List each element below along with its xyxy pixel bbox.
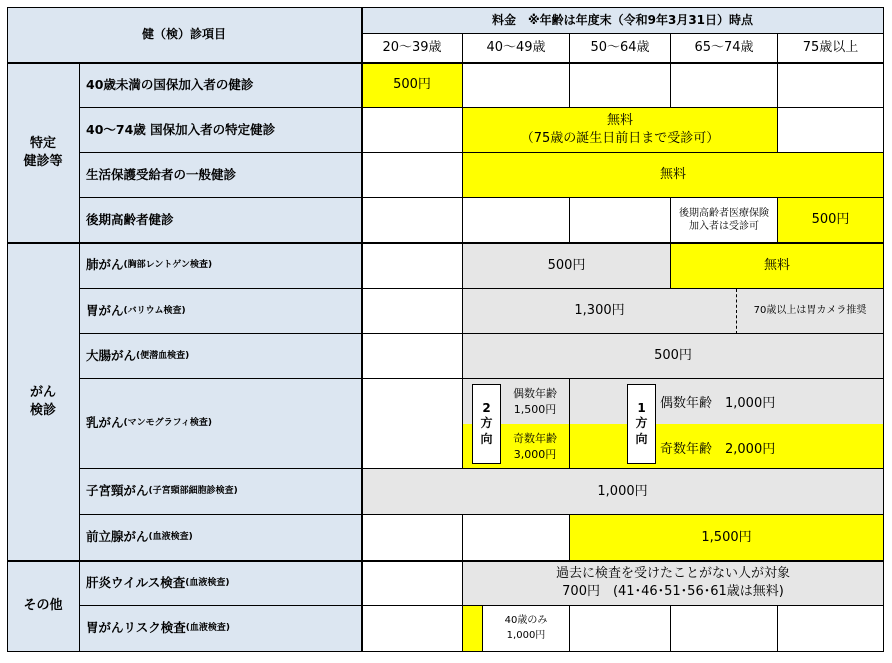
stomach-cancer-sub: (バリウム検査) [123, 305, 186, 316]
fee-r1-40-49 [463, 63, 570, 108]
header-age-50-64: 50～64歳 [570, 34, 671, 63]
fee-r4-40-49 [463, 198, 570, 243]
fee-r5-20-39 [362, 243, 463, 289]
fee-r4-65-74-note: 後期高齢者医療保険 加入者は受診可 [671, 198, 778, 243]
group-tokutei: 特定 健診等 [7, 63, 80, 243]
fee-r8-even-2 [503, 384, 567, 420]
fee-r8-odd-1: 奇数年齢 2,000円 [660, 442, 776, 457]
row-label-prostate-cancer [80, 515, 362, 561]
fee-r2-40-74 [463, 108, 778, 153]
one-direction-num: 1 [637, 400, 646, 415]
row-label-cervical-cancer [80, 469, 362, 515]
fee-r11-line1: 過去に検査を受けたことがない人が対象 [555, 566, 790, 582]
row-label-breast-cancer [80, 379, 362, 469]
header-fee-title: 料金 ※年齢は年度末（令和9年3月31日）時点 [362, 7, 884, 34]
fee-r12-40-mark [463, 606, 483, 652]
group-sonota: その他 [7, 561, 80, 652]
header-age-75-plus: 75歳以上 [778, 34, 884, 63]
fee-r6-40-74: 1,300円 [463, 289, 737, 334]
fee-r8-even-1: 偶数年齢 1,000円 [660, 396, 776, 411]
fee-r2-line1: 無料 [606, 113, 633, 129]
cervical-cancer-label: 子宮頸がん [86, 483, 149, 499]
fee-r1-20-39: 500円 [362, 63, 463, 108]
header-age-65-74: 65～74歳 [671, 34, 778, 63]
fee-r11-20-39 [362, 561, 463, 606]
hepatitis-label: 肝炎ウイルス検査 [86, 574, 186, 590]
fee-r12-note-line2: 1,000円 [506, 629, 546, 641]
fee-r6-20-39 [362, 289, 463, 334]
fee-r12-note-line1: 40歳のみ [504, 615, 548, 626]
row-label-lung-cancer [80, 243, 362, 289]
header-age-40-49: 40～49歳 [463, 34, 570, 63]
row-label-stomach-cancer [80, 289, 362, 334]
fee-r5-65-plus: 無料 [671, 243, 884, 289]
fee-r12-20-39 [362, 606, 463, 652]
group-gan: がん 検診 [7, 243, 80, 561]
row-label-kouki-koureisha: 後期高齢者健診 [80, 198, 362, 243]
breast-cancer-label: 乳がん [86, 415, 124, 431]
stomach-risk-label: 胃がんリスク検査 [86, 620, 186, 636]
fee-r10-40-49 [463, 515, 570, 561]
even-label-2: 偶数年齢 [513, 386, 557, 400]
odd-label-2: 奇数年齢 [513, 431, 557, 445]
fee-r2-20-39 [362, 108, 463, 153]
header-item-column: 健（検）診項目 [7, 7, 362, 63]
stomach-cancer-label: 胃がん [86, 302, 124, 318]
lung-cancer-label: 肺がん [86, 257, 124, 273]
colon-cancer-sub: (便潜血検査) [136, 350, 190, 361]
colon-cancer-label: 大腸がん [86, 347, 137, 363]
header-age-20-39: 20～39歳 [362, 34, 463, 63]
separator-label-column [361, 7, 363, 652]
two-direction-a: 方 [480, 416, 493, 431]
one-direction-b: 向 [635, 431, 648, 446]
fee-r8-20-39 [362, 379, 463, 469]
row-label-hepatitis [80, 561, 362, 606]
row-label-colon-cancer [80, 334, 362, 379]
fee-r7-20-39 [362, 334, 463, 379]
row-label-stomach-risk [80, 606, 362, 652]
prostate-cancer-sub: (血液検査) [148, 532, 193, 543]
row-label-kenshin-under40: 40歳未満の国保加入者の健診 [80, 63, 362, 108]
fee-r7-40-plus: 500円 [463, 334, 884, 379]
fee-r2-line2: （75歳の誕生日前日まで受診可） [520, 131, 720, 146]
fee-r10-50-plus: 1,500円 [570, 515, 884, 561]
fee-r4-50-64 [570, 198, 671, 243]
separator-tokutei [7, 242, 884, 244]
fee-r1-75 [778, 63, 884, 108]
fee-r12-50-64 [570, 606, 671, 652]
prostate-cancer-label: 前立腺がん [86, 529, 149, 545]
fee-r12-40-49 [483, 606, 570, 652]
fee-r6-note: 70歳以上は胃カメラ推奨 [737, 289, 884, 334]
two-direction-box [472, 384, 501, 464]
row-label-tokutei-kenshin: 40～74歳 国保加入者の特定健診 [80, 108, 362, 153]
fee-r1-50-64 [570, 63, 671, 108]
row-label-seikatsu-hogo: 生活保護受給者の一般健診 [80, 153, 362, 198]
breast-cancer-sub: (マンモグラフィ検査) [123, 418, 213, 429]
lung-cancer-sub: (胸部レントゲン検査) [123, 260, 213, 271]
fee-r3-20-39 [362, 153, 463, 198]
fee-r4-75: 500円 [778, 198, 884, 243]
hepatitis-sub: (血液検査) [185, 577, 230, 588]
fee-r1-65-74 [671, 63, 778, 108]
separator-gan [7, 560, 884, 562]
fee-r2-75 [778, 108, 884, 153]
fee-r4-20-39 [362, 198, 463, 243]
fee-r3-40-plus: 無料 [463, 153, 884, 198]
fee-r11-line2: 700円 (41･46･51･56･61歳は無料) [562, 584, 784, 599]
one-direction-a: 方 [635, 416, 648, 431]
stomach-risk-sub: (血液検査) [185, 623, 230, 634]
even-fee-2: 1,500円 [513, 403, 557, 416]
two-direction-num: 2 [482, 400, 491, 415]
one-direction-box [627, 384, 656, 464]
separator-header [7, 62, 884, 64]
fee-r10-20-39 [362, 515, 463, 561]
fee-r12-75 [778, 606, 884, 652]
fee-r9-all: 1,000円 [362, 469, 884, 515]
fee-r12-65-74 [671, 606, 778, 652]
fee-r8-odd-2 [503, 428, 567, 466]
fee-r5-40-64: 500円 [463, 243, 671, 289]
two-direction-b: 向 [480, 431, 493, 446]
fee-r11-40-plus [463, 561, 884, 606]
cervical-cancer-sub: (子宮頸部細胞診検査) [148, 486, 238, 497]
odd-fee-2: 3,000円 [513, 448, 557, 461]
